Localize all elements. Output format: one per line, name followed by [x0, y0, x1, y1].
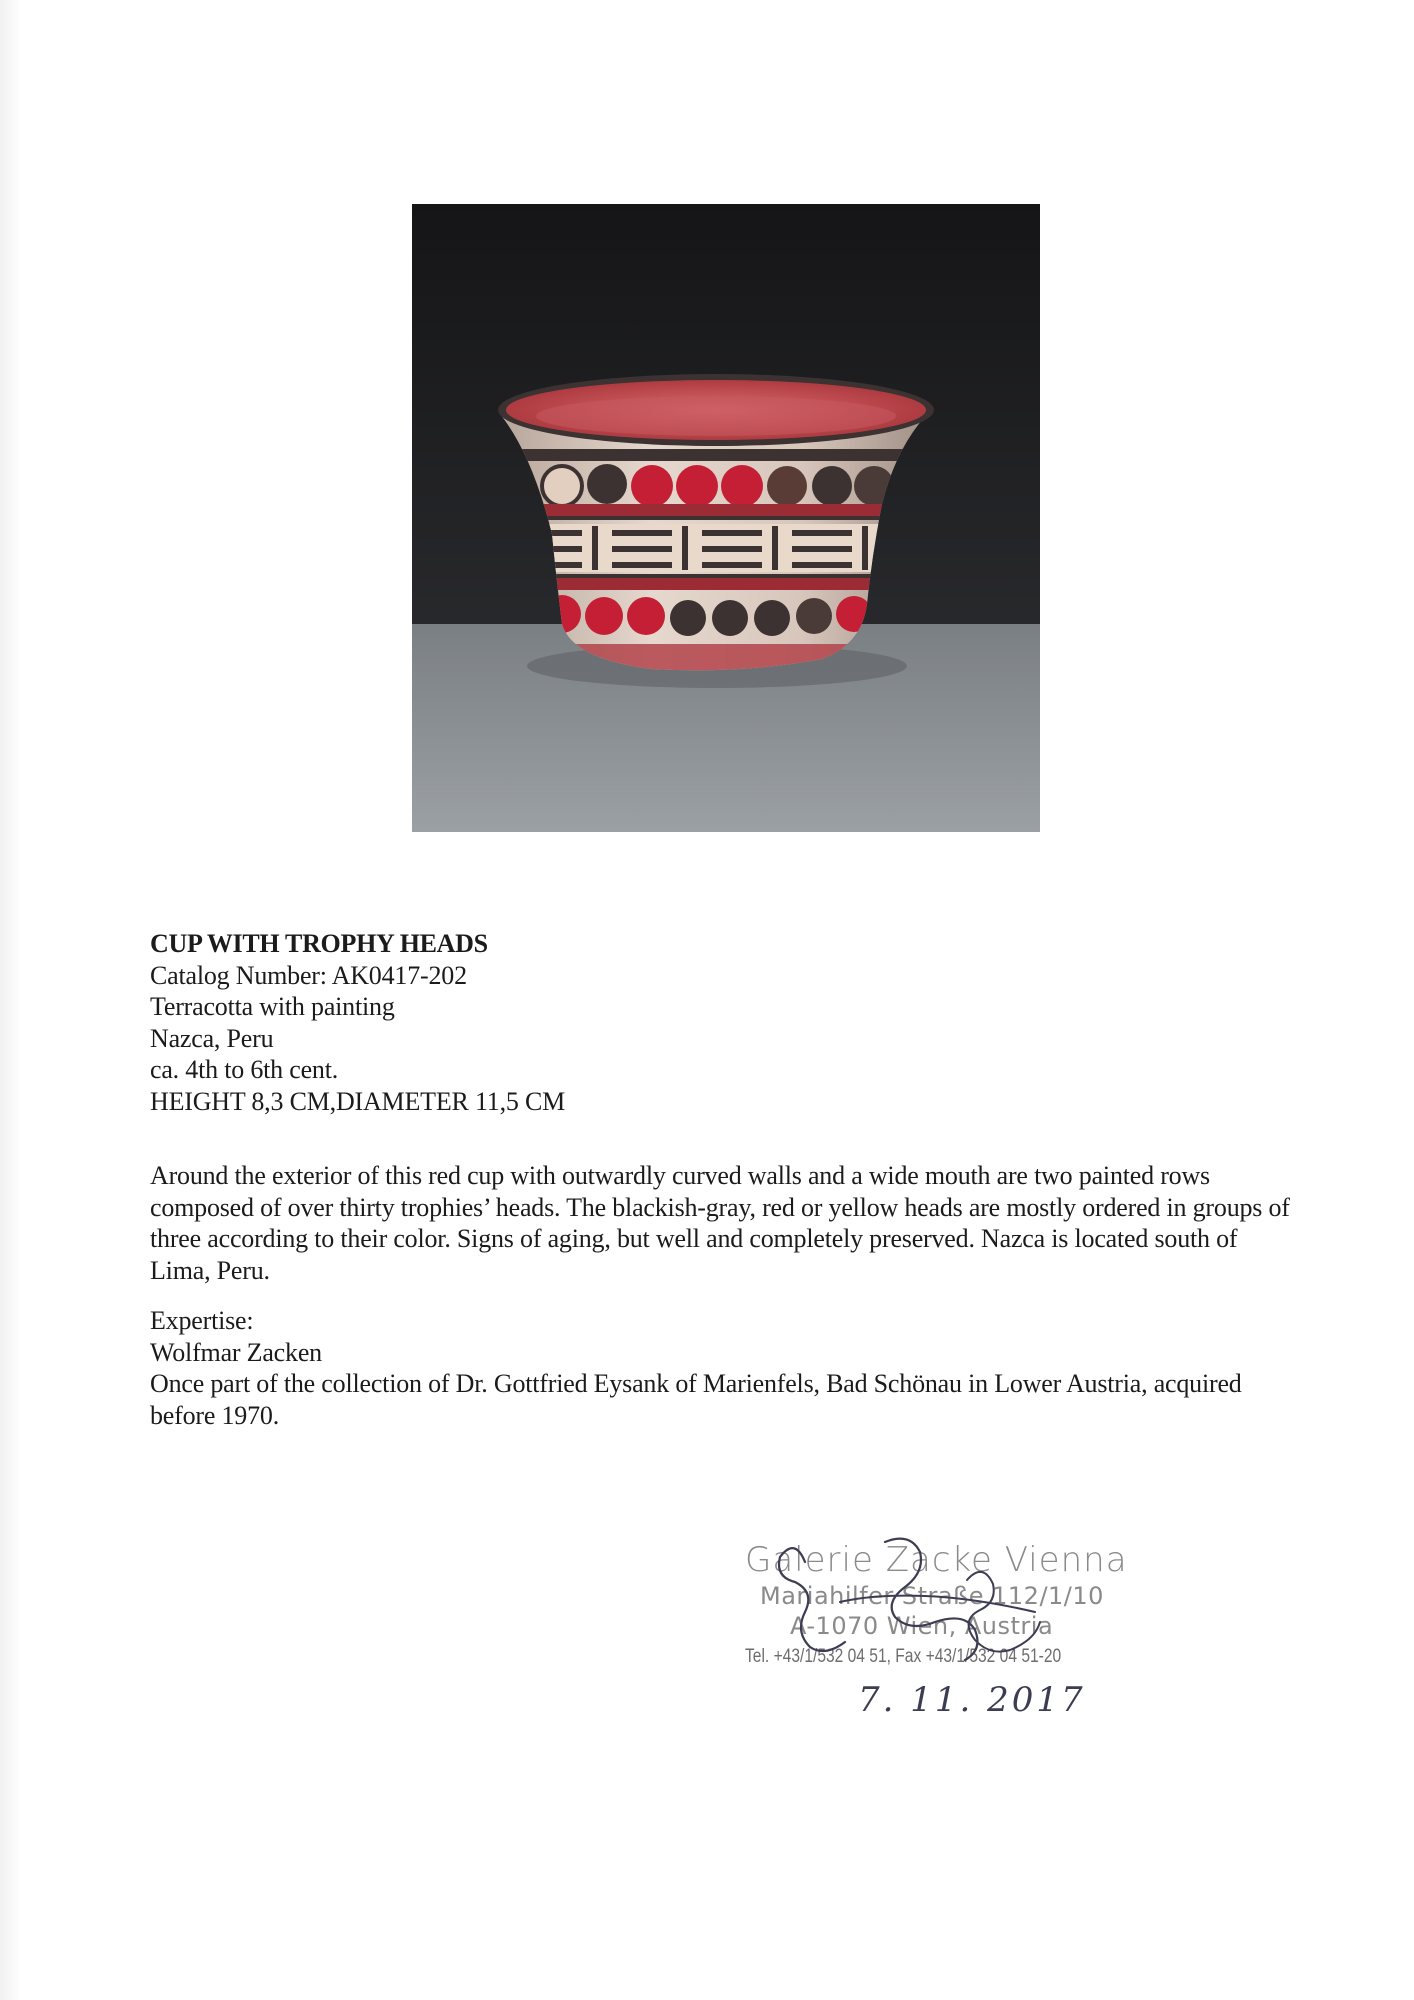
provenance-text: Once part of the collection of Dr. Gottfried Eysank of Marienfels, Bad Schönau in Lower Austria, acquired before 1970. [150, 1369, 1242, 1430]
catalog-number: Catalog Number: AK0417-202 [150, 960, 467, 990]
stamp-phone: Tel. +43/1/532 04 51, Fax +43/1/532 04 51-20 [745, 1646, 1062, 1667]
cup-photo [412, 204, 1040, 832]
gallery-stamp [735, 1532, 1135, 1682]
expert-name: Wolfmar Zacken [150, 1337, 322, 1367]
expertise-label: Expertise: [150, 1306, 254, 1335]
description-paragraph: Around the exterior of this red cup with outwardly curved walls and a wide mouth are two painted rows composed of over thirty trophies’ heads. The blackish-gray, red or yellow heads are mostly ordered in groups of three according to their color. Signs of aging, but well and completely preserved. Nazca is located south of Lima, Peru. [150, 1161, 1290, 1285]
item-title: CUP WITH TROPHY HEADS [150, 929, 488, 958]
dimensions: HEIGHT 8,3 CM,DIAMETER 11,5 CM [150, 1086, 566, 1116]
scan-edge [0, 0, 22, 2000]
origin: Nazca, Peru [150, 1023, 274, 1053]
stamp-gallery-name: Galerie Zacke Vienna [745, 1540, 1128, 1580]
stamp-street: Mariahilfer Straße 112/1/10 [760, 1582, 1104, 1610]
expertise-section [150, 1305, 1290, 1431]
period: ca. 4th to 6th cent. [150, 1055, 339, 1084]
handwritten-date: 7. 11. 2017 [858, 1680, 1086, 1720]
material: Terracotta with painting [150, 992, 395, 1021]
cup-illustration [412, 204, 1040, 832]
item-details [150, 928, 1050, 1117]
stamp-city: A-1070 Wien, Austria [790, 1612, 1054, 1640]
